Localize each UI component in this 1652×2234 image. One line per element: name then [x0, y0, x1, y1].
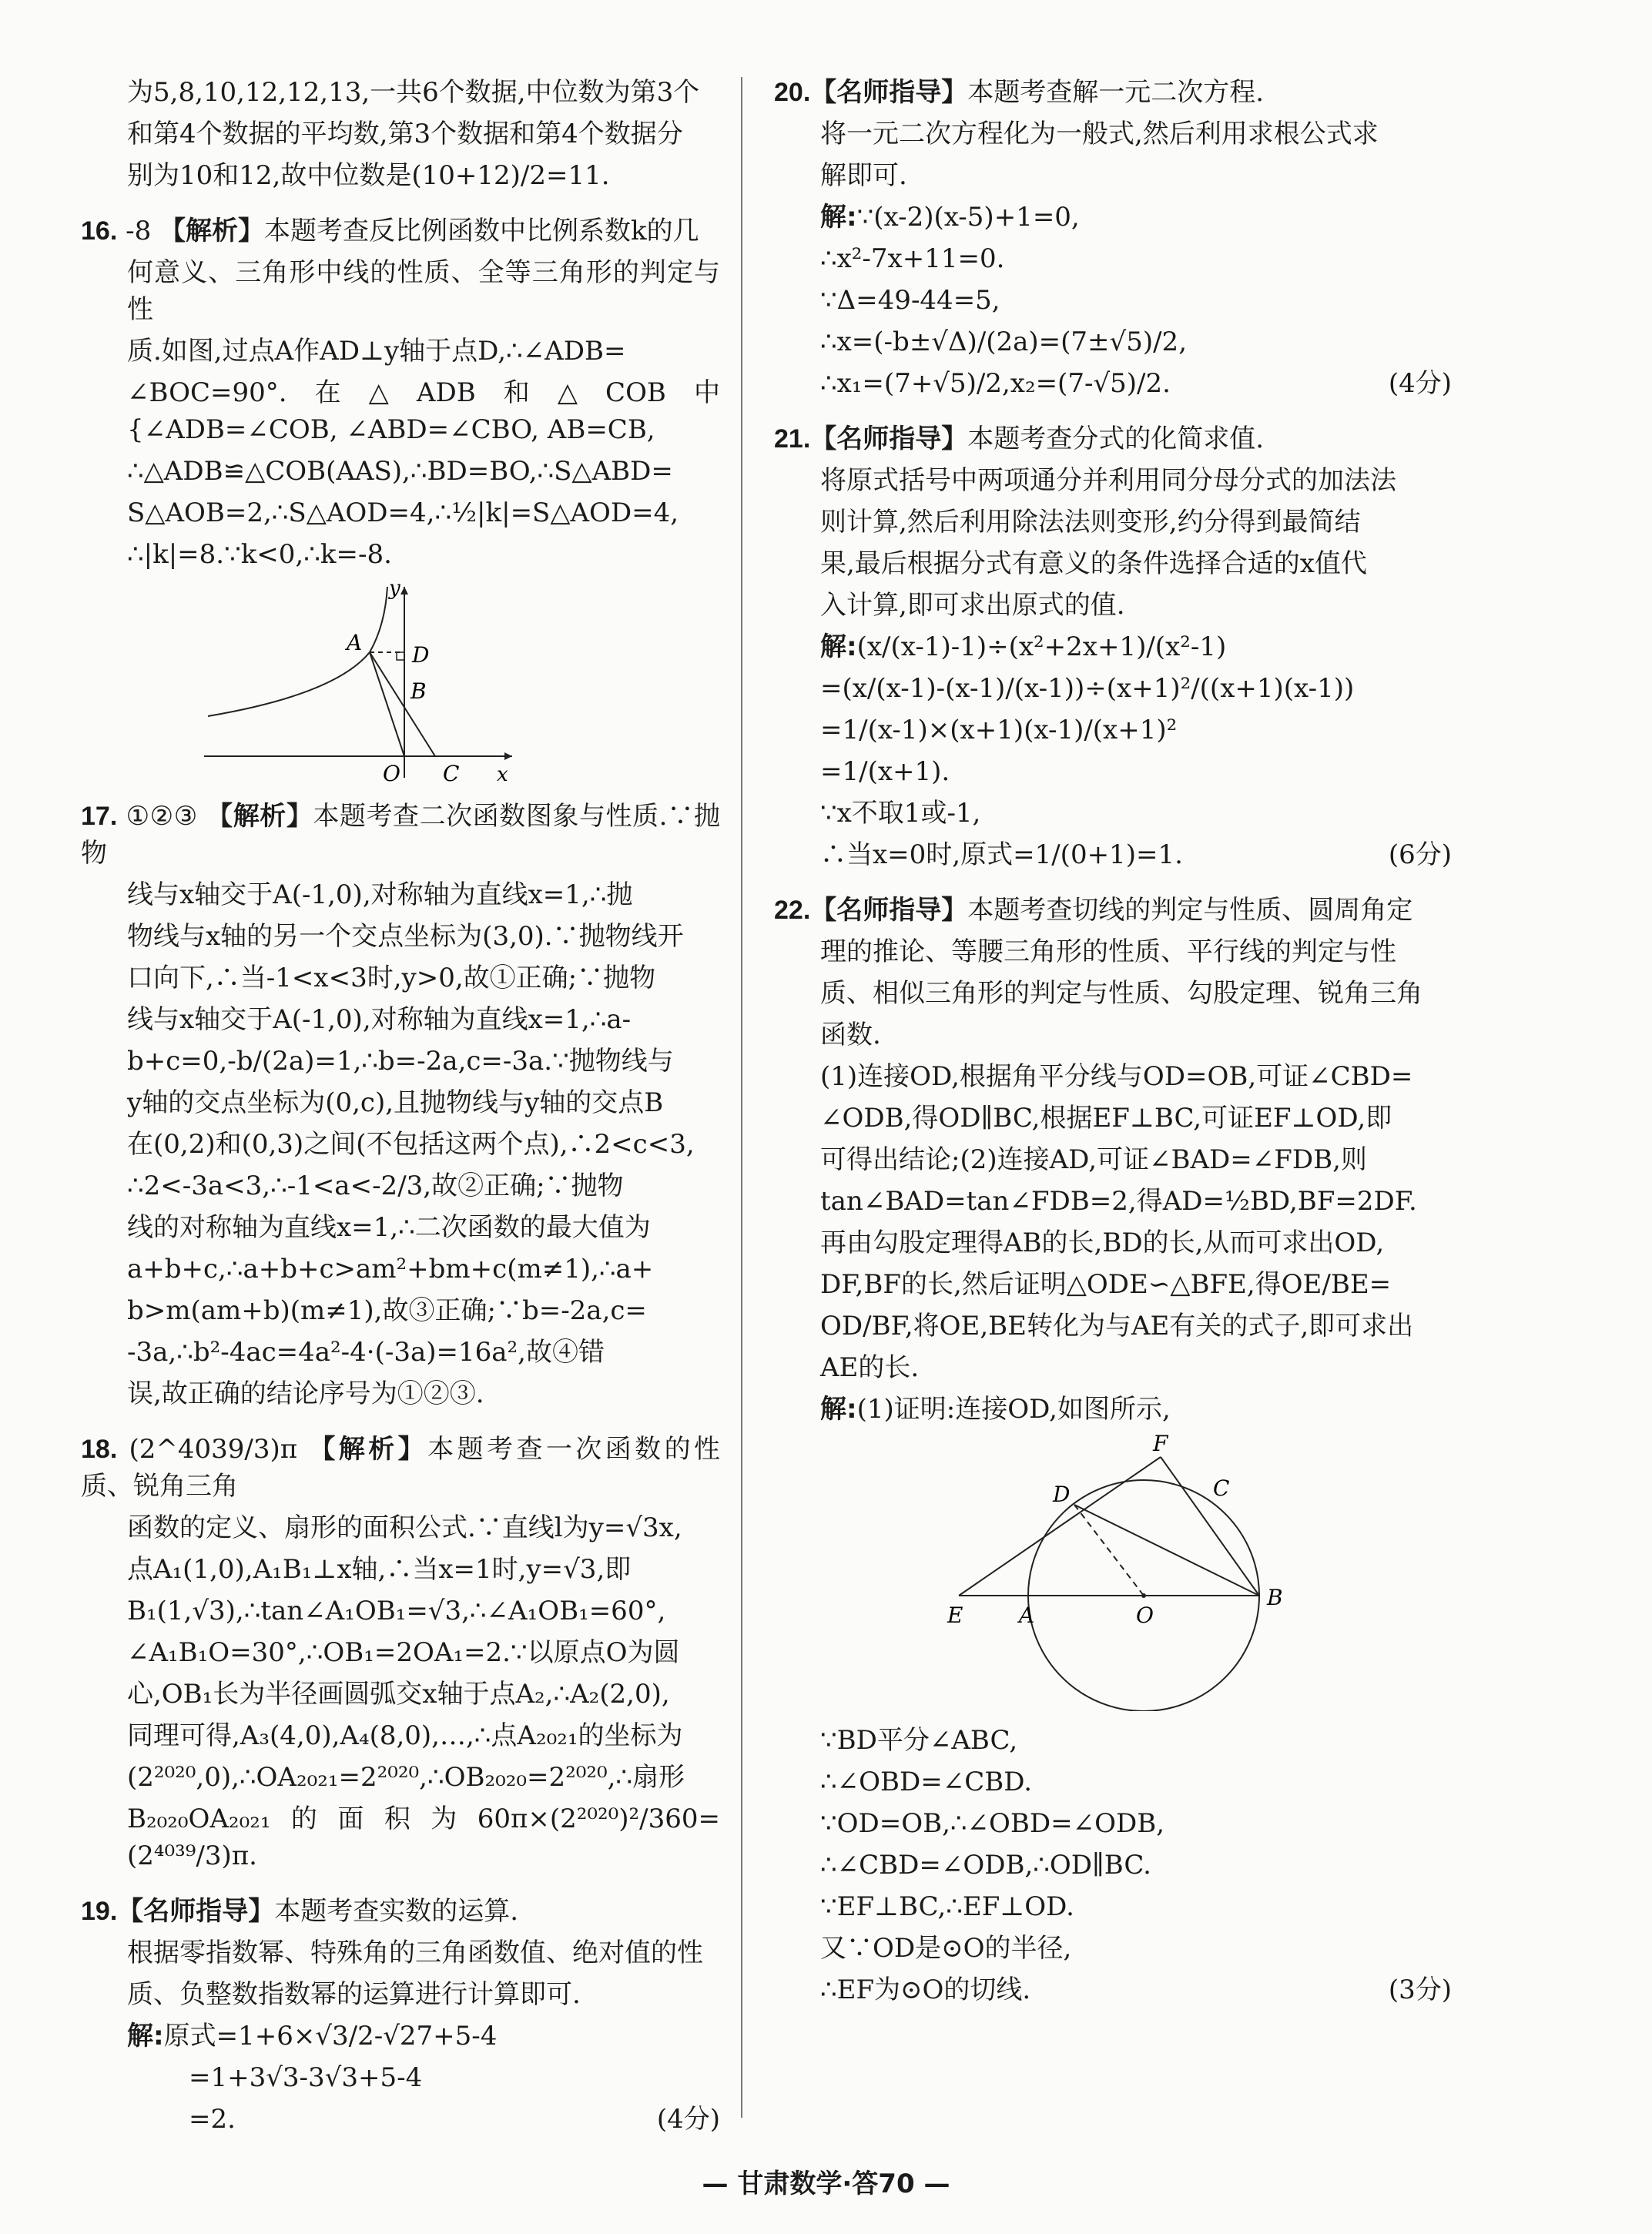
step: =(x/(x-1)-(x-1)/(x-1))÷(x+1)²/((x+1)(x-1)) [820, 673, 1355, 704]
text-line: 理的推论、等腰三角形的性质、平行线的判定与性 [820, 936, 1396, 967]
q19 [81, 1893, 720, 2138]
text-line: 何意义、三角形中线的性质、全等三角形的判定与性 [127, 257, 720, 325]
text-line: 别为10和12,故中位数是(10+12)/2=11. [127, 160, 610, 191]
label-b: B [410, 678, 427, 704]
segment-ac [370, 652, 435, 756]
text-line: 为5,8,10,12,12,13,一共6个数据,中位数为第3个 [127, 77, 700, 108]
text-line: b+c=0,-b/(2a)=1,∴b=-2a,c=-3a.∵抛物线与 [127, 1046, 674, 1077]
text-line: ∴2<-3a<3,∴-1<a<-2/3,故②正确;∵抛物 [127, 1171, 624, 1201]
answer: -8 [126, 216, 152, 246]
proof-line: 又∵OD是⊙O的半径, [820, 1933, 1072, 1964]
page-footer: — 甘肃数学·答70 — [702, 2169, 950, 2199]
text-line: 可得出结论;(2)连接AD,可证∠BAD=∠FDB,则 [820, 1144, 1367, 1175]
text-line: 点A₁(1,0),A₁B₁⊥x轴,∴当x=1时,y=√3,即 [127, 1554, 632, 1585]
segment-ao [370, 652, 404, 756]
step: ∴x²-7x+11=0. [820, 243, 1005, 274]
text-line: (2²⁰²⁰,0),∴OA₂₀₂₁=2²⁰²⁰,∴OB₂₀₂₀=2²⁰²⁰,∴扇形 [127, 1762, 685, 1793]
text-line: 心,OB₁长为半径画圆弧交x轴于点A₂,∴A₂(2,0), [127, 1679, 670, 1710]
question-number: 18. [81, 1435, 118, 1464]
label-c: C [443, 761, 460, 786]
text-line: 本题考查切线的判定与性质、圆周角定 [967, 895, 1413, 926]
text-line: 解即可. [820, 160, 907, 191]
text-line: b>m(am+b)(m≠1),故③正确;∵b=-2a,c= [127, 1295, 647, 1326]
step: =1/(x+1). [820, 756, 950, 787]
step: 原式=1+6×√3/2-√27+5-4 [163, 2021, 498, 2051]
text-line: 口向下,∴当-1<x<3时,y>0,故①正确;∵抛物 [127, 963, 656, 993]
q15-continuation [81, 74, 720, 194]
q18 [81, 1431, 720, 1874]
text-line: OD/BF,将OE,BE转化为与AE有关的式子,即可求出 [820, 1311, 1414, 1341]
step: =2. [189, 2104, 236, 2135]
circle-tangent-figure [774, 1434, 1452, 1711]
step: =1/(x-1)×(x+1)(x-1)/(x+1)² [820, 715, 1178, 745]
text-line: 本题考查分式的化简求值. [967, 424, 1265, 454]
question-number: 21. [774, 424, 811, 454]
text-line: ∠A₁B₁O=30°,∴OB₁=2OA₁=2.∵以原点O为圆 [127, 1637, 680, 1668]
line-do [1074, 1505, 1144, 1596]
step: ∴x₁=(7+√5)/2,x₂=(7-√5)/2. [820, 368, 1171, 399]
proof-line: ∴∠CBD=∠ODB,∴OD∥BC. [820, 1850, 1151, 1881]
text-line: 质.如图,过点A作AD⊥y轴于点D,∴∠ADB= [127, 336, 626, 367]
question-number: 20. [774, 78, 811, 107]
text-line: 本题考查解一元二次方程. [967, 77, 1265, 108]
q21 [774, 420, 1452, 873]
proof-intro: (1)证明:连接OD,如图所示, [856, 1394, 1171, 1425]
text-line: 线的对称轴为直线x=1,∴二次函数的最大值为 [127, 1212, 651, 1243]
text-line: 误,故正确的结论序号为①②③. [127, 1378, 484, 1409]
text-line: 则计算,然后利用除法法则变形,约分得到最简结 [820, 507, 1361, 538]
solve-label: 解: [820, 631, 857, 662]
label-o: O [1136, 1603, 1154, 1628]
column-divider [741, 77, 742, 2118]
right-column [774, 74, 1452, 2013]
text-line: 果,最后根据分式有意义的条件选择合适的x值代 [820, 548, 1367, 579]
label-o: O [383, 761, 400, 786]
question-number: 16. [81, 216, 118, 246]
answer: ①②③ [126, 801, 198, 832]
proof-line: ∴∠OBD=∠CBD. [820, 1767, 1033, 1797]
step: ∵Δ=49-44=5, [820, 285, 1000, 316]
text-line: ∴△ADB≌△COB(AAS),∴BD=BO,∴S△ABD= [127, 456, 673, 487]
label-d: D [412, 642, 430, 668]
text-line: 将原式括号中两项通分并利用同分母分式的加法法 [820, 465, 1396, 496]
text-line: a+b+c,∴a+b+c>am²+bm+c(m≠1),∴a+ [127, 1254, 654, 1284]
label-a: A [1019, 1603, 1035, 1628]
q22 [774, 892, 1452, 2008]
answer: (2^4039/3)π [129, 1434, 298, 1465]
text-line: 物线与x轴的另一个交点坐标为(3,0).∵抛物线开 [127, 921, 684, 952]
text-line: 质、相似三角形的判定与性质、勾股定理、锐角三角 [820, 978, 1422, 1009]
text-line: 同理可得,A₃(4,0),A₄(8,0),…,∴点A₂₀₂₁的坐标为 [127, 1720, 683, 1751]
text-line: 将一元二次方程化为一般式,然后利用求根公式求 [820, 119, 1379, 149]
text-line: 本题考查一次函数的性质、锐角三角 [81, 1434, 721, 1502]
label-f: F [1153, 1434, 1168, 1456]
text-line: B₁(1,√3),∴tan∠A₁OB₁=√3,∴∠A₁OB₁=60°, [127, 1596, 666, 1626]
text-line: 质、负整数指数幂的运算进行计算即可. [127, 1979, 581, 2010]
label-y: y [389, 579, 400, 600]
text-line: 本题考查二次函数图象与性质.∵抛物 [81, 801, 720, 869]
score: (6分) [1388, 839, 1452, 870]
label-x: x [497, 763, 508, 786]
solve-label: 解: [820, 1394, 857, 1425]
line-db [1074, 1505, 1259, 1596]
label-a: A [347, 630, 363, 655]
guide-tag: 【名师指导】 [117, 1896, 275, 1927]
text-line: DF,BF的长,然后证明△ODE∽△BFE,得OE/BE= [820, 1269, 1392, 1300]
text-line: 函数的定义、扇形的面积公式.∵直线l为y=√3x, [127, 1512, 682, 1543]
guide-tag: 【名师指导】 [810, 895, 968, 926]
question-number: 17. [81, 802, 118, 831]
text-line: 线与x轴交于A(-1,0),对称轴为直线x=1,∴抛 [127, 879, 633, 910]
step: ∴x=(-b±√Δ)/(2a)=(7±√5)/2, [820, 327, 1187, 357]
text-line: ∠ODB,得OD∥BC,根据EF⊥BC,可证EF⊥OD,即 [820, 1103, 1392, 1134]
proof-line: ∵EF⊥BC,∴EF⊥OD. [820, 1891, 1074, 1922]
score: (4分) [1388, 368, 1452, 399]
q16 [81, 213, 720, 787]
text-line: tan∠BAD=tan∠FDB=2,得AD=½BD,BF=2DF. [820, 1186, 1417, 1217]
text-line: S△AOB=2,∴S△AOD=4,∴½|k|=S△AOD=4, [127, 497, 679, 528]
text-line: ∠BOC=90°.在△ADB和△COB中{∠ADB=∠COB, ∠ABD=∠CBO, AB=CB, [127, 377, 720, 445]
guide-tag: 【名师指导】 [810, 77, 968, 108]
text-line: 入计算,即可求出原式的值. [820, 590, 1125, 621]
proof-line: ∴EF为⊙O的切线. [820, 1974, 1031, 2005]
score: (3分) [1388, 1974, 1452, 2005]
analysis-tag: 【解析】 [309, 1434, 428, 1465]
step: ∵x不取1或-1, [820, 798, 981, 829]
guide-tag: 【名师指导】 [810, 424, 968, 454]
text-line: AE的长. [820, 1352, 920, 1383]
text-line: 线与x轴交于A(-1,0),对称轴为直线x=1,∴a- [127, 1004, 632, 1035]
proof-line: ∵BD平分∠ABC, [820, 1725, 1018, 1756]
q20 [774, 74, 1452, 402]
text-line: ∴|k|=8.∵k<0,∴k=-8. [127, 539, 392, 570]
score: (4分) [656, 2104, 720, 2135]
text-line: -3a,∴b²-4ac=4a²-4·(-3a)=16a²,故④错 [127, 1337, 605, 1368]
text-line: 再由勾股定理得AB的长,BD的长,从而可求出OD, [820, 1228, 1385, 1258]
analysis-tag: 【解析】 [159, 216, 265, 246]
proof-line: ∵OD=OB,∴∠OBD=∠ODB, [820, 1808, 1165, 1839]
line-ef [959, 1457, 1161, 1596]
step: =1+3√3-3√3+5-4 [189, 2062, 423, 2093]
text-line: B₂₀₂₀OA₂₀₂₁的面积为60π×(2²⁰²⁰)²/360=(2⁴⁰³⁹/3)π. [127, 1804, 720, 1871]
analysis-tag: 【解析】 [206, 801, 313, 832]
label-e: E [947, 1603, 963, 1628]
label-b: B [1267, 1585, 1283, 1610]
solve-label: 解: [127, 2021, 164, 2051]
text-line: y轴的交点坐标为(0,c),且抛物线与y轴的交点B [127, 1087, 664, 1118]
q17 [81, 798, 720, 1412]
text-line: 和第4个数据的平均数,第3个数据和第4个数据分 [127, 119, 683, 149]
text-line: 在(0,2)和(0,3)之间(不包括这两个点),∴2<c<3, [127, 1129, 695, 1160]
text-line: (1)连接OD,根据角平分线与OD=OB,可证∠CBD= [820, 1061, 1413, 1092]
text-line: 根据零指数幂、特殊角的三角函数值、绝对值的性 [127, 1938, 703, 1968]
text-line: 本题考查反比例函数中比例系数k的几 [264, 216, 699, 246]
hyperbola-figure [81, 579, 720, 787]
text-line: 函数. [820, 1020, 881, 1050]
label-d: D [1053, 1482, 1071, 1507]
step: ∴当x=0时,原式=1/(0+1)=1. [820, 839, 1183, 870]
step: (x/(x-1)-1)÷(x²+2x+1)/(x²-1) [856, 631, 1227, 662]
question-number: 22. [774, 896, 811, 925]
label-c: C [1213, 1475, 1230, 1501]
question-number: 19. [81, 1897, 118, 1926]
solve-label: 解: [820, 202, 857, 233]
left-column [81, 74, 720, 2142]
text-line: 本题考查实数的运算. [274, 1896, 519, 1927]
step: ∵(x-2)(x-5)+1=0, [856, 202, 1080, 233]
line-fb [1161, 1457, 1259, 1596]
